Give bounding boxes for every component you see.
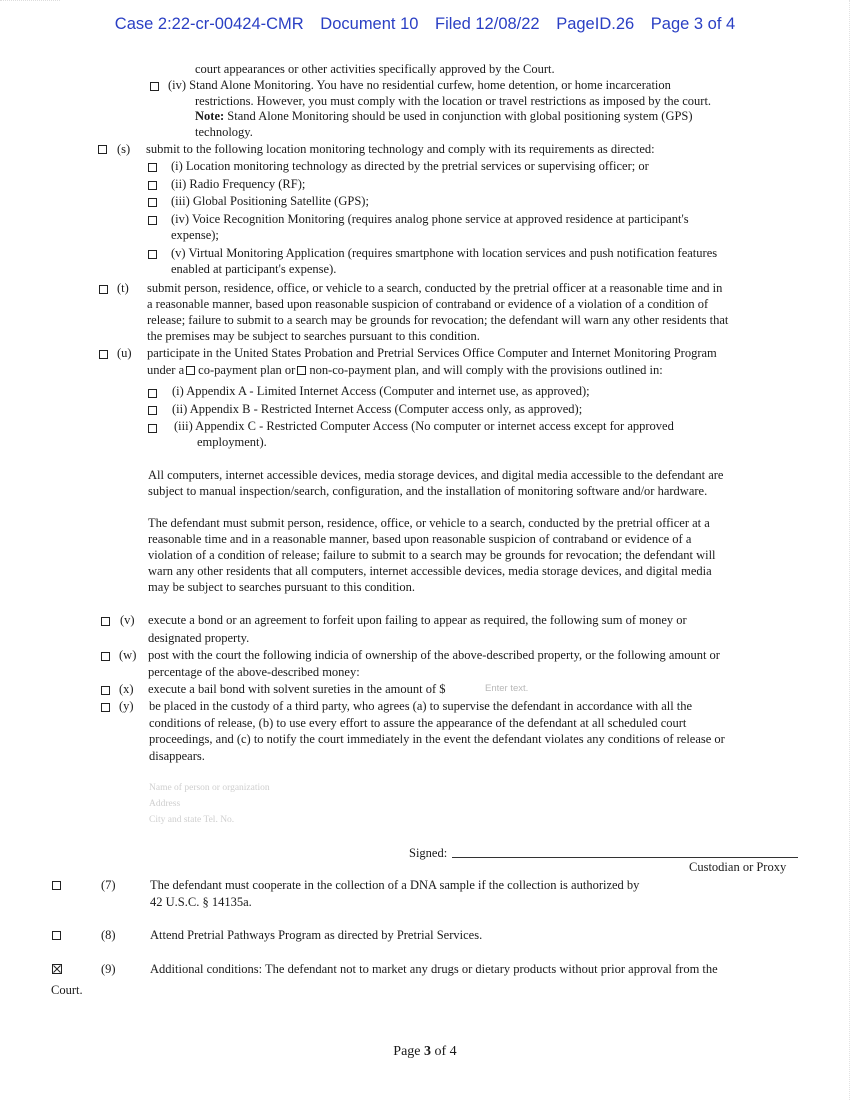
condition-text: release; failure to submit to a search may be grounds for revocation; the defendant will warn any other residents that — [147, 313, 729, 327]
footer-prefix: Page — [393, 1044, 425, 1059]
page-id: PageID.26 — [556, 15, 635, 33]
checkbox-8[interactable] — [52, 931, 61, 940]
checkbox-co-payment[interactable] — [186, 366, 195, 375]
custodian-name-field[interactable]: Name of person or organization — [149, 783, 270, 793]
sub-item: (iii) Global Positioning Satellite (GPS); — [171, 194, 369, 208]
item-label: (y) — [119, 699, 134, 713]
condition-text: conditions of release, (b) to use every effort to assure the appearance of the defendant at all scheduled court — [149, 716, 687, 730]
sub-item: (iii) Appendix C - Restricted Computer Access (No computer or internet access except for approved — [174, 419, 674, 433]
sub-item: (v) Virtual Monitoring Application (requires smartphone with location services and push notification features — [171, 246, 718, 260]
condition-text: disappears. — [149, 749, 205, 763]
document-number: Document 10 — [320, 15, 419, 33]
filed-date: Filed 12/08/22 — [435, 15, 540, 33]
paragraph-line: The defendant must submit person, residence, office, or vehicle to a search, conducted by the pretrial officer at a — [148, 516, 710, 530]
checkbox-non-co-payment[interactable] — [297, 366, 306, 375]
checkbox-x[interactable] — [101, 686, 110, 695]
sub-item: enabled at participant's expense). — [171, 262, 337, 276]
item-label: (u) — [117, 346, 132, 360]
checkbox-s-v[interactable] — [148, 250, 157, 259]
condition-text: The defendant must cooperate in the collection of a DNA sample if the collection is authorized by — [150, 878, 640, 892]
paragraph-line: All computers, internet accessible devices, media storage devices, and digital media accessible to the defendant are — [148, 468, 724, 482]
condition-text: proceedings, and (c) to notify the court immediately in the event the defendant violates any conditions of release or — [149, 732, 725, 746]
condition-text: be placed in the custody of a third party, who agrees (a) to supervise the defendant in accordance with all the — [149, 699, 693, 713]
checkbox-u[interactable] — [99, 350, 108, 359]
sub-item: (ii) Appendix B - Restricted Internet Access (Computer access only, as approved); — [172, 402, 583, 416]
checkbox-u-iii[interactable] — [148, 424, 157, 433]
signed-label: Signed: — [409, 846, 448, 860]
signature-line[interactable] — [452, 857, 798, 858]
note-label: Note: — [195, 109, 225, 123]
checkbox-t[interactable] — [99, 285, 108, 294]
checkbox-v[interactable] — [101, 617, 110, 626]
condition-text: submit to the following location monitoring technology and comply with its requirements as directed: — [146, 142, 655, 156]
condition-text: Court. — [51, 983, 83, 997]
condition-text: percentage of the above-described money: — [148, 665, 360, 679]
custodian-city-phone-field[interactable]: City and state Tel. No. — [149, 815, 235, 825]
paragraph-line: may be subject to searches pursuant to this condition. — [148, 580, 415, 594]
item-label: (v) — [120, 613, 135, 627]
item-label: (9) — [101, 962, 116, 976]
condition-text: a reasonable manner, based upon reasonable suspicion of contraband or evidence of a violation of a condition of — [147, 297, 709, 311]
condition-text: Attend Pretrial Pathways Program as directed by Pretrial Services. — [150, 928, 483, 942]
checkbox-stand-alone-monitoring[interactable] — [150, 82, 159, 91]
condition-text: submit person, residence, office, or vehicle to a search, conducted by the pretrial officer at a reasonable time and in — [147, 281, 723, 295]
condition-text: post with the court the following indicia of ownership of the above-described property, or the following amount or — [148, 648, 720, 662]
checkbox-s-i[interactable] — [148, 163, 157, 172]
paragraph-line: warn any other residents that all computers, internet accessible devices, media storage devices, and digital media — [148, 564, 712, 578]
item-label: (t) — [117, 281, 129, 295]
sub-item: (ii) Radio Frequency (RF); — [171, 177, 306, 191]
note-text: Stand Alone Monitoring should be used in conjunction with global positioning system (GPS) — [224, 109, 693, 123]
item-label: (s) — [117, 142, 131, 156]
checkbox-s-ii[interactable] — [148, 181, 157, 190]
case-header — [0, 15, 850, 34]
check-x-icon — [53, 965, 61, 973]
sub-item: (iv) Voice Recognition Monitoring (requires analog phone service at approved residence at participant's — [171, 212, 689, 226]
condition-text: Additional conditions: The defendant not to market any drugs or dietary products without prior approval from the — [150, 962, 718, 976]
condition-text: the premises may be subject to searches pursuant to this condition. — [147, 329, 480, 343]
item-label: (7) — [101, 878, 116, 892]
item-label: (x) — [119, 682, 134, 696]
footer-suffix: of 4 — [431, 1044, 457, 1059]
sub-item: expense); — [171, 228, 219, 242]
checkbox-y[interactable] — [101, 703, 110, 712]
condition-text: execute a bond or an agreement to forfeit upon failing to appear as required, the following sum of money or — [148, 613, 687, 627]
body-line: court appearances or other activities specifically approved by the Court. — [195, 62, 555, 76]
checkbox-u-i[interactable] — [148, 389, 157, 398]
footer-page-number: 3 — [424, 1044, 432, 1059]
condition-text: participate in the United States Probation and Pretrial Services Office Computer and Internet Monitoring Program — [147, 346, 717, 360]
paragraph-line: reasonable time and in a reasonable manner, based upon reasonable suspicion of contraband or evidence of a — [148, 532, 692, 546]
sub-item: (i) Appendix A - Limited Internet Access (Computer and internet use, as approved); — [172, 384, 590, 398]
sub-item: (i) Location monitoring technology as directed by the pretrial services or supervising officer; or — [171, 159, 649, 173]
page-footer — [0, 1044, 850, 1060]
sub-item: employment). — [197, 435, 267, 449]
checkbox-9-checked[interactable] — [52, 964, 62, 974]
non-co-payment-label: non-co-payment plan, and will comply with the provisions outlined in: — [309, 363, 663, 377]
co-payment-label: co-payment plan or — [198, 363, 296, 377]
scan-edge-top — [0, 0, 60, 2]
checkbox-s-iv[interactable] — [148, 216, 157, 225]
checkbox-s-iii[interactable] — [148, 198, 157, 207]
condition-text: (iv) Stand Alone Monitoring. You have no residential curfew, home detention, or home incarceration — [168, 78, 671, 92]
condition-text: designated property. — [148, 631, 250, 645]
custodian-address-field[interactable]: Address — [149, 799, 181, 809]
case-number: Case 2:22-cr-00424-CMR — [114, 15, 304, 33]
checkbox-s[interactable] — [98, 145, 107, 154]
payment-plan-prefix: under a — [147, 363, 185, 377]
checkbox-u-ii[interactable] — [148, 406, 157, 415]
condition-text: restrictions. However, you must comply with the location or travel restrictions as imposed by the court. — [195, 94, 712, 108]
payment-plan-line — [147, 362, 663, 378]
condition-note — [195, 108, 693, 124]
paragraph-line: violation of a condition of release; failure to submit to a search may be grounds for revocation; the defendant will — [148, 548, 716, 562]
bail-amount-field[interactable]: Enter text. — [485, 683, 529, 694]
item-label: (w) — [119, 648, 137, 662]
condition-text: execute a bail bond with solvent sureties in the amount of $ — [148, 682, 446, 696]
checkbox-7[interactable] — [52, 881, 61, 890]
paragraph-line: subject to manual inspection/search, configuration, and the installation of monitoring software and/or hardware. — [148, 484, 708, 498]
checkbox-w[interactable] — [101, 652, 110, 661]
custodian-caption: Custodian or Proxy — [689, 860, 787, 874]
condition-text: technology. — [195, 125, 253, 139]
condition-text: 42 U.S.C. § 14135a. — [150, 895, 252, 909]
header-page-count: Page 3 of 4 — [650, 15, 736, 33]
item-label: (8) — [101, 928, 116, 942]
